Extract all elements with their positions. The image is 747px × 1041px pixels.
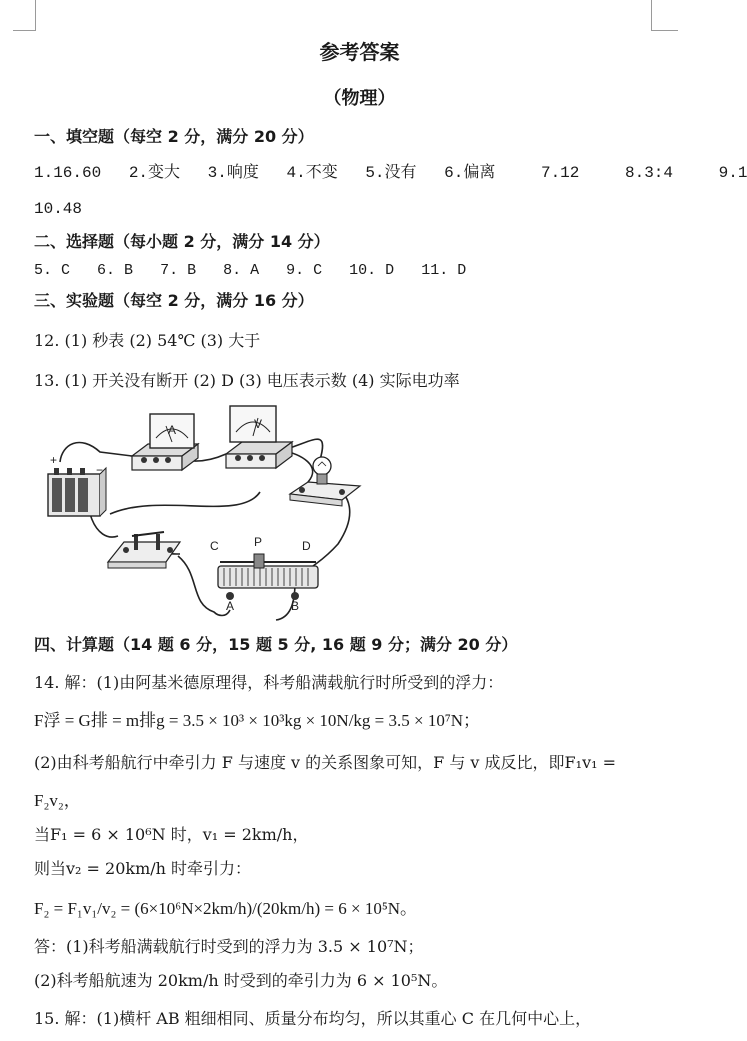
page-subtitle: （物理） — [323, 88, 396, 109]
q14-equation-buoyancy: F浮 = G排 = m排g = 3.5 × 10³ × 10³kg × 10N/kg = 3.5 × 10⁷N； — [34, 711, 481, 730]
answer-8: 8.3:4 — [624, 164, 673, 182]
choice-5: 5. C — [34, 262, 71, 279]
section2-answers — [34, 260, 466, 282]
slider-p-label: P — [254, 535, 263, 549]
ammeter-icon — [132, 414, 198, 470]
terminal-a-label: A — [226, 599, 235, 613]
crop-mark-top-left — [13, 0, 36, 31]
q14-condition-2: 则当v₂ = 20km/h 时牵引力： — [34, 859, 252, 878]
terminal-c-label: C — [210, 539, 219, 553]
section1-heading: 一、填空题（每空 2 分，满分 20 分） — [34, 127, 314, 146]
answer-9: 9.1 — [718, 164, 747, 182]
q14-answer-2: (2)科考船航速为 20km/h 时受到的牵引力为 6 × 10⁵N。 — [34, 971, 448, 990]
section1-answers — [34, 162, 747, 184]
answer-4: 4.不变 — [286, 164, 338, 182]
q14-condition-1: 当F₁ = 6 × 10⁶N 时，v₁ = 2km/h， — [34, 825, 309, 844]
terminal-b-label: B — [291, 599, 300, 613]
choice-9: 9. C — [286, 262, 323, 279]
ammeter-label: A — [168, 423, 177, 437]
choice-7: 7. B — [160, 262, 197, 279]
section4-heading: 四、计算题（14 题 6 分，15 题 5 分, 16 题 9 分；满分 20 分） — [34, 635, 518, 654]
q14-intro: 14. 解：(1)由阿基米德原理得，科考船满载航行时所受到的浮力： — [34, 673, 504, 692]
circuit-diagram — [40, 404, 372, 622]
choice-11: 11. D — [421, 262, 467, 279]
answer-10: 10.48 — [34, 200, 83, 218]
terminal-d-label: D — [302, 539, 311, 553]
section3-heading: 三、实验题（每空 2 分，满分 16 分） — [34, 291, 314, 310]
answer-2: 2.变大 — [128, 164, 181, 182]
q15-intro: 15. 解：(1)横杆 AB 粗细相同、质量分布均匀，所以其重心 C 在几何中心上， — [34, 1009, 592, 1028]
answer-3: 3.响度 — [207, 164, 259, 182]
q14-equation-traction: F₂ = F₁v₁/v₂ = (6×10⁶N×2km/h)/(20km/h) = 6 × 10⁵N。 — [34, 899, 418, 918]
choice-6: 6. B — [97, 262, 134, 279]
section2-heading: 二、选择题（每小题 2 分，满分 14 分） — [34, 232, 330, 251]
q12-answer: 12. (1) 秒表 (2) 54℃ (3) 大于 — [34, 331, 261, 350]
battery-plus-label: + — [50, 453, 58, 467]
rheostat-icon — [218, 554, 318, 600]
q13-answer: 13. (1) 开关没有断开 (2) D (3) 电压表示数 (4) 实际电功率 — [34, 371, 460, 390]
wire-battery-ammeter — [60, 443, 132, 462]
voltmeter-label: V — [254, 417, 263, 431]
lamp-icon — [290, 457, 360, 506]
battery-minus-label: − — [96, 463, 104, 477]
q14-part2-line1: (2)由科考船航行中牵引力 F 与速度 v 的关系图象可知，F 与 v 成反比，即F₁v₁ = — [34, 753, 617, 772]
crop-mark-top-right — [651, 0, 678, 31]
switch-icon — [108, 532, 180, 568]
q14-part2-line2: F₂v₂， — [34, 791, 81, 810]
page-title: 参考答案 — [319, 40, 400, 64]
answer-6: 6.偏离 — [444, 164, 496, 182]
choice-8: 8. A — [223, 262, 260, 279]
answer-7: 7.12 — [540, 164, 580, 182]
voltmeter-icon — [226, 406, 292, 468]
choice-10: 10. D — [349, 262, 395, 279]
answer-5: 5.没有 — [365, 164, 417, 182]
q14-answer-1: 答：(1)科考船满载航行时受到的浮力为 3.5 × 10⁷N； — [34, 937, 424, 956]
answer-1: 1.16.60 — [34, 164, 102, 182]
